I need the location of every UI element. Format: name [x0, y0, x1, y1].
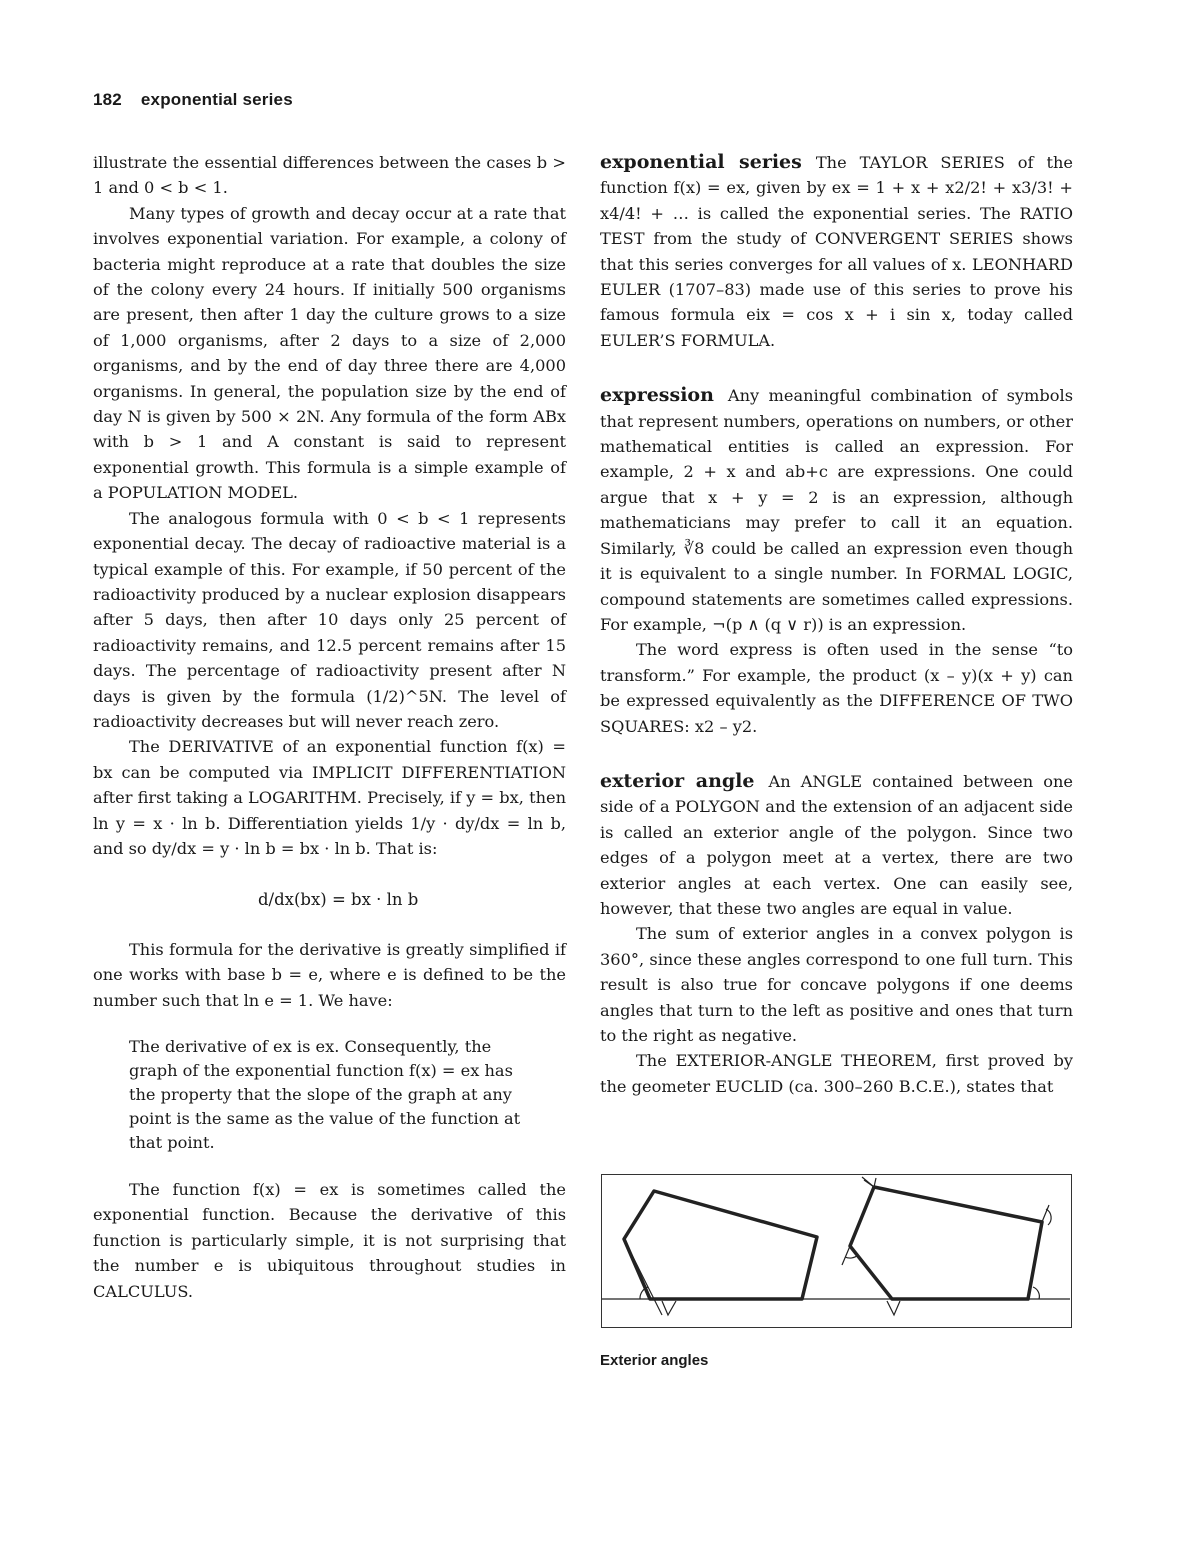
entry-spacer: [600, 739, 1073, 769]
entry2-p2-text: The word express is often used in the sense “to transform.” For example, the product (x – y)(x + y) can be expressed equivalently as the DIFFERENCE OF TWO SQUARES: x2 – y2.: [600, 640, 1073, 736]
entry-expression: [600, 383, 1073, 637]
headword-exterior-angle: exterior angle: [600, 769, 755, 792]
angle-marker: [864, 1178, 876, 1187]
entry3-p2-text: The sum of exterior angles in a convex polygon is 360°, since these angles correspond to one full turn. This result is also true for concave polygons if one deems angles that turn to the left as positive and ones that turn to the right as negative.: [600, 924, 1073, 1045]
left-paragraph-4: [93, 734, 566, 861]
left-paragraph-3: [93, 506, 566, 735]
headword-exponential-series: exponential series: [600, 151, 802, 173]
page-number: 182: [93, 90, 122, 109]
entry-exponential-series: [600, 150, 1073, 353]
figure-caption: Exterior angles: [600, 1352, 709, 1369]
left-paragraph-6: [93, 1177, 566, 1304]
entry-expression-paragraph-2: [600, 637, 1073, 739]
quote-text: The derivative of ex is ex. Consequently, the graph of the exponential function f(x) = ex has the property that the slope of the graph at any point is the same as the value of the function at that point.: [129, 1037, 521, 1152]
entry3-p1-text: An ANGLE contained between one side of a POLYGON and the extension of an adjacent side is called an exterior angle of the polygon. Since two edges of a polygon meet at a vertex, there are two exterior angles at each vertex. One can easily see, however, that these two angles are equal in value.: [600, 771, 1073, 918]
left-paragraph-1: [93, 150, 566, 201]
entry-spacer: [600, 353, 1073, 383]
entry3-p3-text: The EXTERIOR-ANGLE THEOREM, first proved by the geometer EUCLID (ca. 300–260 B.C.E.), states that: [600, 1051, 1073, 1096]
left-p4-text: The DERIVATIVE of an exponential function f(x) = bx can be computed via IMPLICIT DIFFERENTIATION after first taking a LOGARITHM. Precisely, if y = bx, then ln y = x · ln b. Differentiation yields 1/y · dy/dx = ln b, and so dy/dx = y · ln b = bx · ln b. That is:: [93, 737, 566, 858]
left-p1-text: illustrate the essential differences between the cases b > 1 and 0 < b < 1.: [93, 153, 566, 198]
right-column: [600, 150, 1073, 1099]
entry1-text: The TAYLOR SERIES of the function f(x) = ex, given by ex = 1 + x + x2/2! + x3/3! + x4/4! + … is called the exponential series. The RATIO TEST from the study of CONVERGENT SERIES shows that this series converges for all values of x. LEONHARD EULER (1707–83) made use of this series to prove his famous formula eix = cos x + i sin x, today called EULER’S FORMULA.: [600, 153, 1073, 350]
polygon-right: [850, 1187, 1042, 1299]
entry2-p1-text: Any meaningful combination of symbols that represent numbers, operations on numbers, or other mathematical entities is called an expression. For example, 2 + x and ab+c are expressions. One could argue that x + y = 2 is an expression, although mathematicians may prefer to call it an equation. Similarly, ∛8 could be called an expression even though it is equivalent to a single number. In FORMAL LOGIC, compound statements are sometimes called expressions. For example, ¬(p ∧ (q ∨ r)) is an expression.: [600, 386, 1073, 634]
derivative-display-equation: [93, 887, 566, 912]
angle-marker: [887, 1301, 900, 1315]
running-title: exponential series: [140, 90, 293, 109]
left-p5-text: This formula for the derivative is greatly simplified if one works with base b = e, where e is defined to be the number such that ln e = 1. We have:: [93, 939, 566, 1010]
entry-exterior-angle-paragraph-3: [600, 1048, 1073, 1099]
headword-expression: expression: [600, 384, 714, 407]
exterior-angles-figure: [601, 1174, 1072, 1328]
extension-line-left: [624, 1239, 662, 1315]
exterior-angles-diagram: [602, 1175, 1070, 1326]
left-paragraph-5: [93, 937, 566, 1013]
display-eq-text: d/dx(bx) = bx · ln b: [258, 890, 419, 910]
left-column: [93, 150, 566, 1304]
angle-marker: [662, 1301, 676, 1315]
left-paragraph-2: [93, 201, 566, 506]
entry-exterior-angle-paragraph-2: [600, 921, 1073, 1048]
extension-line-right-side: [842, 1246, 850, 1265]
angle-arc: [1033, 1287, 1039, 1299]
derivative-quote: [129, 1035, 529, 1155]
entry-exterior-angle: [600, 769, 1073, 921]
left-p2-text: Many types of growth and decay occur at a rate that involves exponential variation. For example, a colony of bacteria might reproduce at a rate that doubles the size of the colony every 24 hours. If initially 500 organisms are present, then after 1 day the culture grows to a size of 1,000 organisms, after 2 days to a size of 2,000 organisms, and by the end of day three there are 4,000 organisms. In general, the population size by the end of day N is given by 500 × 2N. Any formula of the form ABx with b > 1 and A constant is said to represent exponential growth. This formula is a simple example of a POPULATION MODEL.: [93, 203, 566, 503]
left-p6-text: The function f(x) = ex is sometimes called the exponential function. Because the derivative of this function is particularly simple, it is not surprising that the number e is ubiquitous throughout studies in CALCULUS.: [93, 1180, 566, 1301]
polygon-left: [624, 1191, 817, 1299]
extension-line-right-corner: [1042, 1205, 1049, 1222]
running-head: [93, 90, 293, 110]
left-p3-text: The analogous formula with 0 < b < 1 represents exponential decay. The decay of radioactive material is a typical example of this. For example, if 50 percent of the radioactivity produced by a nuclear explosion disappears after 5 days, then after 10 days only 25 percent of radioactivity remains, and 12.5 percent remains after 15 days. The percentage of radioactivity present after N days is given by the formula (1/2)^5N. The level of radioactivity decreases but will never reach zero.: [93, 508, 566, 731]
